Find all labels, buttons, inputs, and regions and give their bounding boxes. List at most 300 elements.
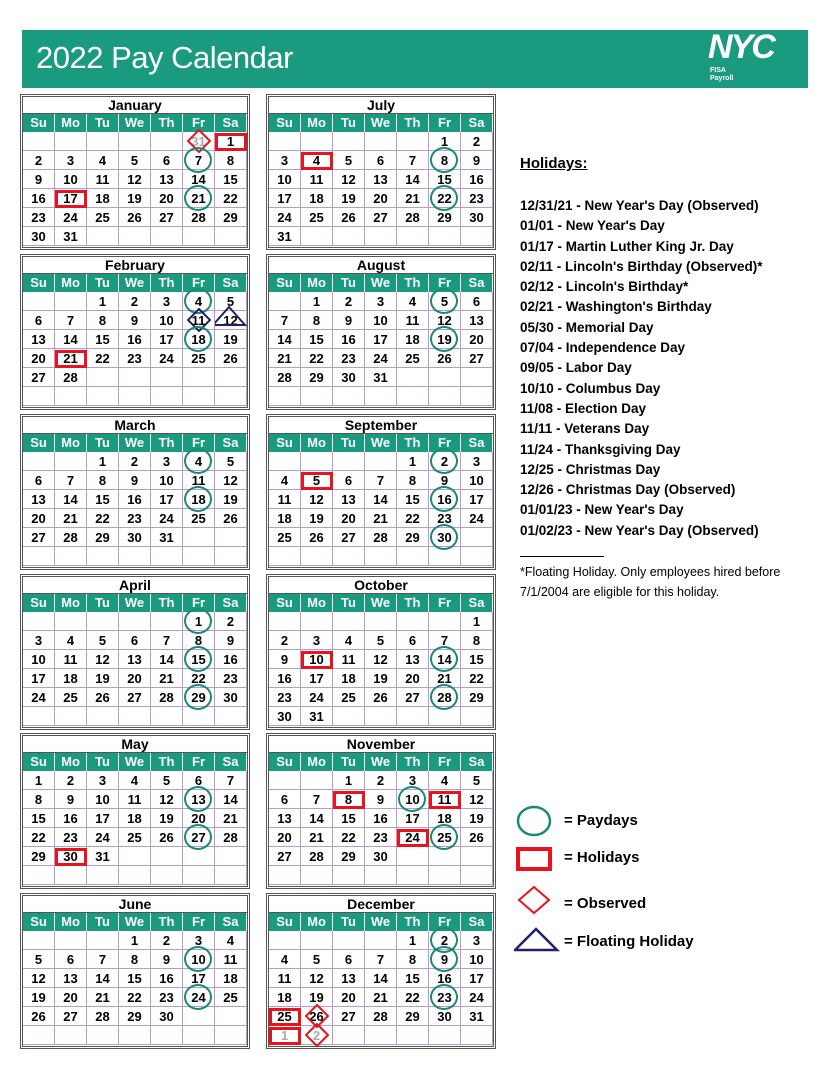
holiday-item: 09/05 - Labor Day [520, 360, 632, 376]
day-number: 28 [277, 370, 292, 385]
day-cell [215, 528, 247, 547]
day-number: 28 [159, 690, 174, 705]
day-cell [87, 828, 119, 847]
day-cell [429, 387, 461, 406]
day-cell [87, 208, 119, 227]
day-number: 22 [309, 351, 324, 366]
day-cell [269, 490, 301, 509]
day-number: 5 [376, 633, 385, 648]
day-number: 14 [309, 811, 324, 826]
day-cell [23, 387, 55, 406]
day-number: 18 [437, 811, 452, 826]
day-cell [119, 349, 151, 368]
day-cell [119, 866, 151, 885]
holiday-item: 11/24 - Thanksgiving Day [520, 441, 681, 457]
month-title: June [23, 896, 247, 913]
day-cell [461, 1007, 493, 1026]
day-number: 27 [31, 370, 46, 385]
day-cell [55, 547, 87, 566]
day-cell [269, 669, 301, 688]
day-grid [269, 931, 493, 1045]
day-cell [301, 828, 333, 847]
day-cell [183, 669, 215, 688]
day-number: 11 [277, 971, 292, 986]
weekday-label: Mo [55, 753, 87, 771]
day-number: 3 [472, 933, 481, 948]
day-cell [429, 931, 461, 950]
weekday-label: Mo [301, 913, 333, 931]
day-cell [429, 208, 461, 227]
day-cell [461, 688, 493, 707]
day-number: 21 [309, 830, 324, 845]
day-cell [183, 1007, 215, 1026]
day-number: 15 [95, 492, 110, 507]
month-february [22, 256, 248, 408]
day-cell [215, 988, 247, 1007]
weekday-label: We [365, 434, 397, 452]
day-cell [183, 688, 215, 707]
day-cell [87, 471, 119, 490]
day-number: 24 [159, 511, 174, 526]
day-cell [87, 509, 119, 528]
day-cell [397, 471, 429, 490]
day-cell [183, 189, 215, 208]
day-cell [365, 509, 397, 528]
day-cell [55, 950, 87, 969]
day-number: 26 [223, 511, 238, 526]
day-cell [269, 528, 301, 547]
day-cell [365, 988, 397, 1007]
day-number: 20 [63, 990, 78, 1005]
day-number: 8 [226, 153, 235, 168]
day-number: 29 [31, 849, 46, 864]
day-cell [461, 227, 493, 246]
day-cell [461, 387, 493, 406]
day-cell [365, 471, 397, 490]
day-cell [215, 547, 247, 566]
day-cell [151, 828, 183, 847]
month-title: December [269, 896, 493, 913]
legend-floating-label: = Floating Holiday [564, 933, 694, 950]
weekday-label: We [119, 434, 151, 452]
day-number: 26 [469, 830, 484, 845]
day-cell [87, 809, 119, 828]
day-cell [461, 771, 493, 790]
day-cell [365, 1026, 397, 1045]
day-cell [301, 189, 333, 208]
day-cell [215, 612, 247, 631]
day-number: 14 [191, 172, 206, 187]
day-cell [397, 631, 429, 650]
day-cell [429, 688, 461, 707]
weekday-label: Th [397, 913, 429, 931]
month-title: November [269, 736, 493, 753]
day-number: 3 [66, 153, 75, 168]
day-cell [429, 847, 461, 866]
holiday-item: 11/11 - Veterans Day [520, 421, 650, 437]
weekday-header [269, 594, 493, 612]
day-number: 24 [95, 830, 110, 845]
day-cell [215, 471, 247, 490]
day-cell [429, 707, 461, 726]
day-cell [23, 612, 55, 631]
day-cell [215, 208, 247, 227]
day-number: 10 [159, 473, 174, 488]
day-cell [55, 292, 87, 311]
day-cell [301, 707, 333, 726]
day-number: 10 [95, 792, 110, 807]
day-cell [55, 208, 87, 227]
day-number: 27 [159, 210, 174, 225]
day-number: 13 [405, 652, 420, 667]
day-cell [55, 452, 87, 471]
day-cell [397, 931, 429, 950]
day-number: 7 [98, 952, 107, 967]
day-cell [301, 509, 333, 528]
day-number: 24 [405, 830, 420, 845]
day-cell [269, 387, 301, 406]
day-cell [151, 847, 183, 866]
day-cell [151, 189, 183, 208]
day-cell [215, 1007, 247, 1026]
day-number: 20 [373, 191, 388, 206]
month-october [268, 576, 494, 728]
day-number: 21 [191, 191, 206, 206]
day-number: 26 [31, 1009, 46, 1024]
day-number: 30 [63, 849, 78, 864]
day-cell [461, 368, 493, 387]
day-number: 24 [63, 210, 78, 225]
day-cell [87, 790, 119, 809]
day-number: 6 [408, 633, 417, 648]
day-cell [151, 1007, 183, 1026]
day-cell [461, 809, 493, 828]
holiday-item: 01/01 - New Year's Day [520, 218, 665, 234]
day-cell [429, 547, 461, 566]
day-cell [215, 311, 247, 330]
day-cell [397, 669, 429, 688]
day-cell [333, 771, 365, 790]
day-cell [269, 208, 301, 227]
day-number: 6 [194, 773, 203, 788]
day-cell [461, 471, 493, 490]
day-number: 8 [98, 473, 107, 488]
day-number: 20 [159, 191, 174, 206]
weekday-header [23, 434, 247, 452]
day-cell [461, 1026, 493, 1045]
day-number: 1 [408, 933, 417, 948]
day-number: 27 [405, 690, 420, 705]
day-cell [301, 132, 333, 151]
day-cell [397, 707, 429, 726]
day-cell [87, 189, 119, 208]
day-cell [333, 509, 365, 528]
holidays-list [520, 196, 763, 541]
day-cell [397, 132, 429, 151]
day-cell [333, 950, 365, 969]
month-march [22, 416, 248, 568]
day-number: 23 [127, 511, 142, 526]
day-cell [429, 528, 461, 547]
day-cell [301, 387, 333, 406]
day-cell [119, 368, 151, 387]
day-number: 28 [63, 530, 78, 545]
day-cell [87, 771, 119, 790]
day-cell [365, 969, 397, 988]
day-number: 31 [309, 709, 324, 724]
day-number: 28 [223, 830, 238, 845]
day-cell [301, 950, 333, 969]
day-cell [183, 368, 215, 387]
day-cell [269, 471, 301, 490]
day-cell [55, 612, 87, 631]
weekday-label: Sa [461, 753, 493, 771]
day-cell [183, 471, 215, 490]
day-number: 10 [277, 172, 292, 187]
day-number: 14 [405, 172, 420, 187]
day-cell [333, 631, 365, 650]
day-cell [269, 612, 301, 631]
day-number: 15 [405, 492, 420, 507]
day-number: 11 [127, 792, 142, 807]
day-number: 2 [440, 933, 449, 948]
day-number: 11 [191, 473, 206, 488]
weekday-label: Sa [215, 753, 247, 771]
day-cell [333, 387, 365, 406]
day-cell [23, 790, 55, 809]
day-cell [215, 847, 247, 866]
day-cell [55, 528, 87, 547]
weekday-label: Tu [333, 114, 365, 132]
weekday-label: We [365, 753, 397, 771]
weekday-label: Su [269, 274, 301, 292]
day-cell [301, 988, 333, 1007]
day-number: 12 [223, 313, 238, 328]
day-cell [23, 132, 55, 151]
day-cell [151, 809, 183, 828]
day-cell [215, 688, 247, 707]
day-number: 13 [127, 652, 142, 667]
day-number: 4 [66, 633, 75, 648]
day-number: 22 [95, 351, 110, 366]
day-number: 5 [162, 773, 171, 788]
day-number: 29 [309, 370, 324, 385]
day-cell [461, 151, 493, 170]
floating-triangle-icon [514, 924, 564, 958]
day-number: 2 [312, 1028, 321, 1043]
day-number: 7 [280, 313, 289, 328]
weekday-label: Th [397, 753, 429, 771]
day-number: 27 [373, 210, 388, 225]
day-number: 24 [469, 511, 484, 526]
day-cell [269, 1007, 301, 1026]
day-cell [397, 866, 429, 885]
day-number: 6 [344, 952, 353, 967]
day-number: 16 [373, 811, 388, 826]
day-cell [87, 490, 119, 509]
day-cell [429, 490, 461, 509]
day-cell [429, 330, 461, 349]
day-number: 17 [191, 971, 206, 986]
day-cell [55, 969, 87, 988]
day-number: 10 [159, 313, 174, 328]
day-cell [397, 490, 429, 509]
day-number: 14 [95, 971, 110, 986]
day-cell [429, 771, 461, 790]
day-number: 8 [408, 952, 417, 967]
day-cell [119, 950, 151, 969]
day-number: 8 [312, 313, 321, 328]
day-number: 2 [226, 614, 235, 629]
day-number: 20 [405, 671, 420, 686]
day-cell [151, 1026, 183, 1045]
day-cell [55, 189, 87, 208]
month-title: September [269, 417, 493, 434]
day-cell [301, 227, 333, 246]
day-number: 19 [95, 671, 110, 686]
day-cell [397, 292, 429, 311]
day-cell [365, 132, 397, 151]
day-cell [215, 509, 247, 528]
day-number: 21 [159, 671, 174, 686]
day-number: 5 [312, 952, 321, 967]
day-number: 23 [31, 210, 46, 225]
day-cell [87, 170, 119, 189]
day-cell [461, 650, 493, 669]
day-cell [215, 707, 247, 726]
day-cell [87, 631, 119, 650]
day-cell [119, 631, 151, 650]
weekday-header [269, 434, 493, 452]
day-number: 28 [437, 690, 452, 705]
day-cell [461, 950, 493, 969]
day-number: 15 [95, 332, 110, 347]
day-cell [55, 471, 87, 490]
day-number: 25 [437, 830, 452, 845]
day-number: 1 [34, 773, 43, 788]
weekday-label: Mo [301, 434, 333, 452]
day-number: 20 [341, 990, 356, 1005]
day-cell [301, 208, 333, 227]
day-cell [269, 771, 301, 790]
day-grid [23, 132, 247, 246]
day-cell [461, 349, 493, 368]
legend-paydays [514, 804, 774, 838]
day-number: 7 [440, 633, 449, 648]
day-cell [151, 170, 183, 189]
day-number: 29 [405, 1009, 420, 1024]
day-number: 10 [405, 792, 420, 807]
legend-paydays-label: = Paydays [564, 812, 638, 829]
day-cell [55, 669, 87, 688]
day-cell [397, 349, 429, 368]
day-cell [301, 631, 333, 650]
day-cell [183, 828, 215, 847]
day-cell [23, 707, 55, 726]
day-cell [461, 509, 493, 528]
day-cell [151, 650, 183, 669]
day-number: 14 [373, 971, 388, 986]
day-cell [55, 631, 87, 650]
day-cell [429, 828, 461, 847]
day-number: 20 [31, 511, 46, 526]
day-cell [119, 509, 151, 528]
weekday-label: We [365, 594, 397, 612]
day-cell [183, 528, 215, 547]
day-cell [461, 969, 493, 988]
day-number: 23 [277, 690, 292, 705]
day-number: 18 [277, 511, 292, 526]
weekday-label: Mo [301, 753, 333, 771]
day-cell [333, 368, 365, 387]
weekday-label: Th [151, 594, 183, 612]
day-number: 31 [277, 229, 292, 244]
holiday-item: 12/26 - Christmas Day (Observed) [520, 482, 736, 498]
holiday-item: 02/12 - Lincoln's Birthday* [520, 279, 689, 295]
month-august [268, 256, 494, 408]
day-number: 15 [437, 172, 452, 187]
day-cell [461, 988, 493, 1007]
day-cell [397, 771, 429, 790]
day-cell [87, 988, 119, 1007]
day-number: 27 [277, 849, 292, 864]
day-cell [397, 1007, 429, 1026]
day-cell [183, 866, 215, 885]
day-cell [55, 509, 87, 528]
day-cell [429, 866, 461, 885]
day-cell [333, 471, 365, 490]
day-cell [429, 452, 461, 471]
day-number: 9 [280, 652, 289, 667]
day-number: 13 [63, 971, 78, 986]
day-number: 18 [309, 191, 324, 206]
weekday-label: Su [269, 434, 301, 452]
day-cell [429, 950, 461, 969]
day-cell [397, 509, 429, 528]
day-cell [365, 790, 397, 809]
day-number: 2 [130, 454, 139, 469]
day-number: 10 [191, 952, 206, 967]
day-cell [119, 151, 151, 170]
weekday-label: Su [269, 913, 301, 931]
day-cell [87, 612, 119, 631]
day-cell [151, 547, 183, 566]
day-cell [301, 771, 333, 790]
day-cell [365, 490, 397, 509]
day-number: 16 [31, 191, 46, 206]
holiday-item: 01/17 - Martin Luther King Jr. Day [520, 238, 734, 254]
day-number: 19 [309, 511, 324, 526]
month-november [268, 735, 494, 887]
day-cell [333, 547, 365, 566]
day-number: 18 [127, 811, 142, 826]
logo-sub-fisa: FISA [710, 67, 726, 74]
day-cell [397, 368, 429, 387]
day-number: 27 [191, 830, 206, 845]
weekday-label: Tu [333, 594, 365, 612]
day-cell [333, 828, 365, 847]
day-cell [461, 189, 493, 208]
day-cell [183, 931, 215, 950]
day-cell [23, 931, 55, 950]
day-number: 28 [373, 1009, 388, 1024]
day-cell [333, 707, 365, 726]
day-cell [151, 471, 183, 490]
day-number: 21 [95, 990, 110, 1005]
day-cell [333, 847, 365, 866]
day-cell [215, 790, 247, 809]
day-number: 9 [34, 172, 43, 187]
